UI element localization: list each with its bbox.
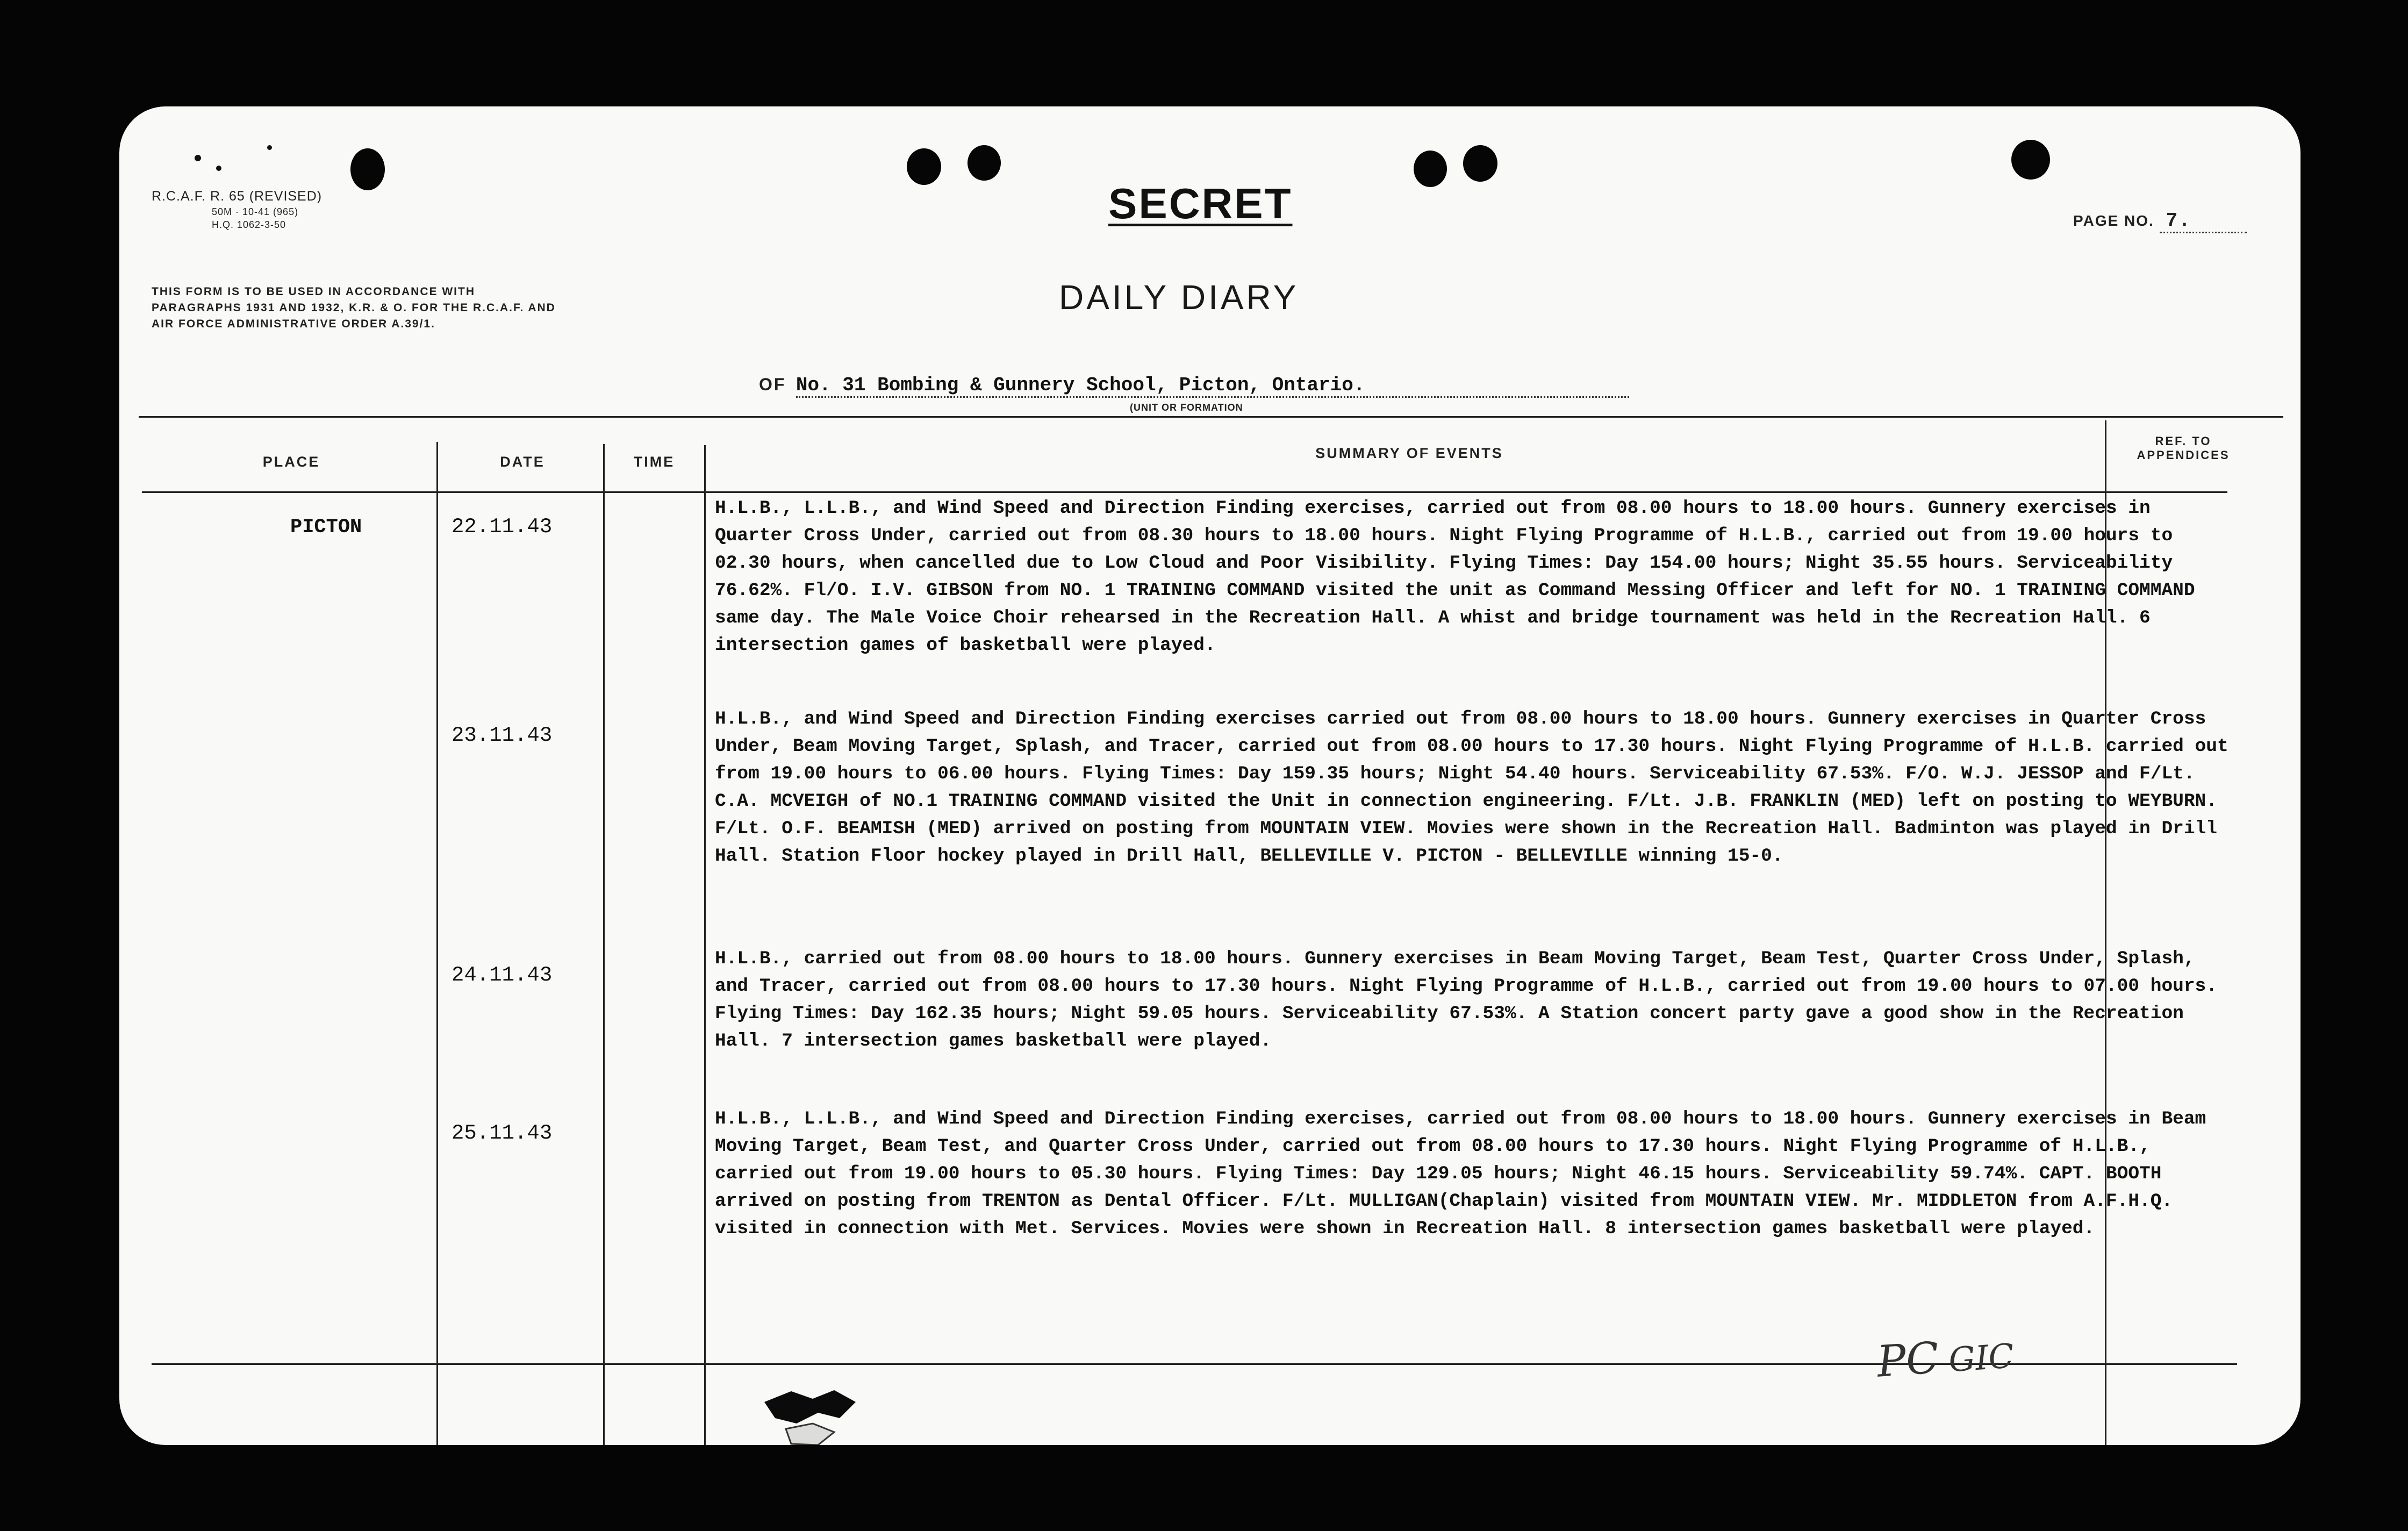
entry-place: PICTON — [290, 516, 362, 539]
form-reference — [152, 187, 322, 231]
form-ref-hq: H.Q. 1062-3-50 — [212, 219, 286, 230]
punch-hole — [968, 145, 1001, 181]
column-header-ref — [2108, 434, 2259, 462]
page-number-value: 7. — [2160, 210, 2247, 233]
column-header-place: PLACE — [262, 454, 320, 470]
page-number-field — [2073, 210, 2247, 233]
table-top-rule — [139, 416, 2283, 418]
ink-speck — [195, 155, 201, 161]
unit-value: No. 31 Bombing & Gunnery School, Picton, Ontario. — [796, 374, 1629, 398]
torn-paper-mark — [754, 1380, 872, 1445]
entry-summary: H.L.B., L.L.B., and Wind Speed and Direction Finding exercises, carried out from 08.00 hours to 18.00 hours. Gunnery exercises in Beam Moving Target, Beam Test, and Quarter Cross Under, carried out from 08.00 hours to 17.30 hours. Night Flying Programme of H.L.B., carried out from 19.00 hours to 05.30 hours. Flying Times: Day 129.05 hours; Night 46.15 hours. Serviceability 59.74%. CAPT. BOOTH arrived on posting from TRENTON as Dental Officer. F/Lt. MULLIGAN(Chaplain) visited from MOUNTAIN VIEW. Mr. MIDDLETON from A.F.H.Q. visited in connection with Met. Services. Movies were shown in Recreation Hall. 8 intersection games basketball were played. — [715, 1108, 2217, 1239]
form-ref-print: 50M · 10-41 (965) — [212, 206, 299, 217]
column-header-time: TIME — [633, 454, 675, 470]
entry-summary: H.L.B., carried out from 08.00 hours to 18.00 hours. Gunnery exercises in Beam Moving Target, Beam Test, Quarter Cross Under, Splash, and Tracer, carried out from 08.00 hours to 17.30 hours. Night Flying Programme of H.L.B., carried out from 19.00 hours to 07.00 hours. Flying Times: Day 162.35 hours; Night 59.05 hours. Serviceability 67.53%. A Station concert party gave a good show in the Recreation Hall. 7 intersection games basketball were played. — [715, 948, 2228, 1051]
punch-hole — [1414, 151, 1447, 187]
unit-caption: (UNIT OR FORMATION — [1130, 402, 1243, 413]
date-time-divider — [603, 444, 605, 1445]
unit-of-label: OF — [759, 375, 786, 394]
ref-header-line1: REF. TO — [2155, 434, 2212, 448]
punch-hole — [350, 148, 385, 190]
entry-summary: H.L.B., and Wind Speed and Direction Finding exercises carried out from 08.00 hours to 18.00 hours. Gunnery exercises in Quarter Cross Under, Beam Moving Target, Splash, and Tracer, carried out from 08.00 hours to 17.30 hours. Night Flying Programme of H.L.B. carried out from 19.00 hours to 06.00 hours. Flying Times: Day 159.35 hours; Night 54.40 hours. Serviceability 67.53%. F/O. W.J. JESSOP and F/Lt. C.A. MCVEIGH of NO.1 TRAINING COMMAND visited the Unit in connection engineering. F/Lt. J.B. FRANKLIN (MED) left on posting to WEYBURN. F/Lt. O.F. BEAMISH (MED) arrived on posting from MOUNTAIN VIEW. Movies were shown in the Recreation Hall. Badminton was played in Drill Hall. Station Floor hockey played in Drill Hall, BELLEVILLE V. PICTON - BELLEVILLE winning 15-0. — [715, 709, 2240, 867]
punch-hole — [1463, 145, 1497, 182]
unit-field — [759, 374, 1629, 398]
entry-date: 24.11.43 — [452, 963, 553, 987]
classification-heading: SECRET — [1108, 180, 1293, 227]
form-instructions: THIS FORM IS TO BE USED IN ACCORDANCE WITH PARAGRAPHS 1931 AND 1932, K.R. & O. FOR THE R.C.A.F. AND AIR FORCE ADMINISTRATIVE ORDER A.39/1. — [152, 285, 556, 330]
entry-date: 25.11.43 — [452, 1121, 553, 1145]
column-header-summary: SUMMARY OF EVENTS — [1315, 445, 1503, 461]
initials-note: GIC — [1947, 1336, 2016, 1380]
handwritten-initials — [1875, 1327, 2015, 1387]
column-header-date: DATE — [500, 454, 545, 470]
form-ref-code: R.C.A.F. R. 65 (REVISED) — [152, 189, 322, 204]
ref-header-line2: APPENDICES — [2137, 448, 2230, 462]
time-summary-divider — [704, 445, 706, 1445]
punch-hole — [907, 148, 941, 185]
document-title: DAILY DIARY — [1059, 278, 1299, 317]
punch-hole — [2011, 140, 2050, 180]
entry-date: 22.11.43 — [452, 515, 553, 539]
ink-speck — [216, 166, 221, 171]
entry-date: 23.11.43 — [452, 724, 553, 747]
page-number-label: PAGE NO. — [2073, 212, 2154, 229]
place-date-divider — [436, 442, 438, 1445]
header-bottom-rule — [142, 491, 2227, 493]
diary-form-card — [119, 106, 2300, 1445]
entry-summary: H.L.B., L.L.B., and Wind Speed and Direction Finding exercises, carried out from 08.00 hours to 18.00 hours. Gunnery exercises in Quarter Cross Under, carried out from 08.30 hours to 18.00 hours. Night Flying Programme of H.L.B., carried out from 19.00 hours to 02.30 hours, when cancelled due to Low Cloud and Poor Visibility. Flying Times: Day 154.00 hours; Night 35.55 hours. Serviceability 76.62%. Fl/O. I.V. GIBSON from NO. 1 TRAINING COMMAND visited the unit as Command Messing Officer and left for NO. 1 TRAINING COMMAND same day. The Male Voice Choir rehearsed in the Recreation Hall. A whist and bridge tournament was held in the Recreation Hall. 6 intersection games of basketball were played. — [715, 498, 2206, 656]
ink-speck — [267, 145, 272, 150]
initials-mark: PC — [1875, 1332, 1941, 1387]
